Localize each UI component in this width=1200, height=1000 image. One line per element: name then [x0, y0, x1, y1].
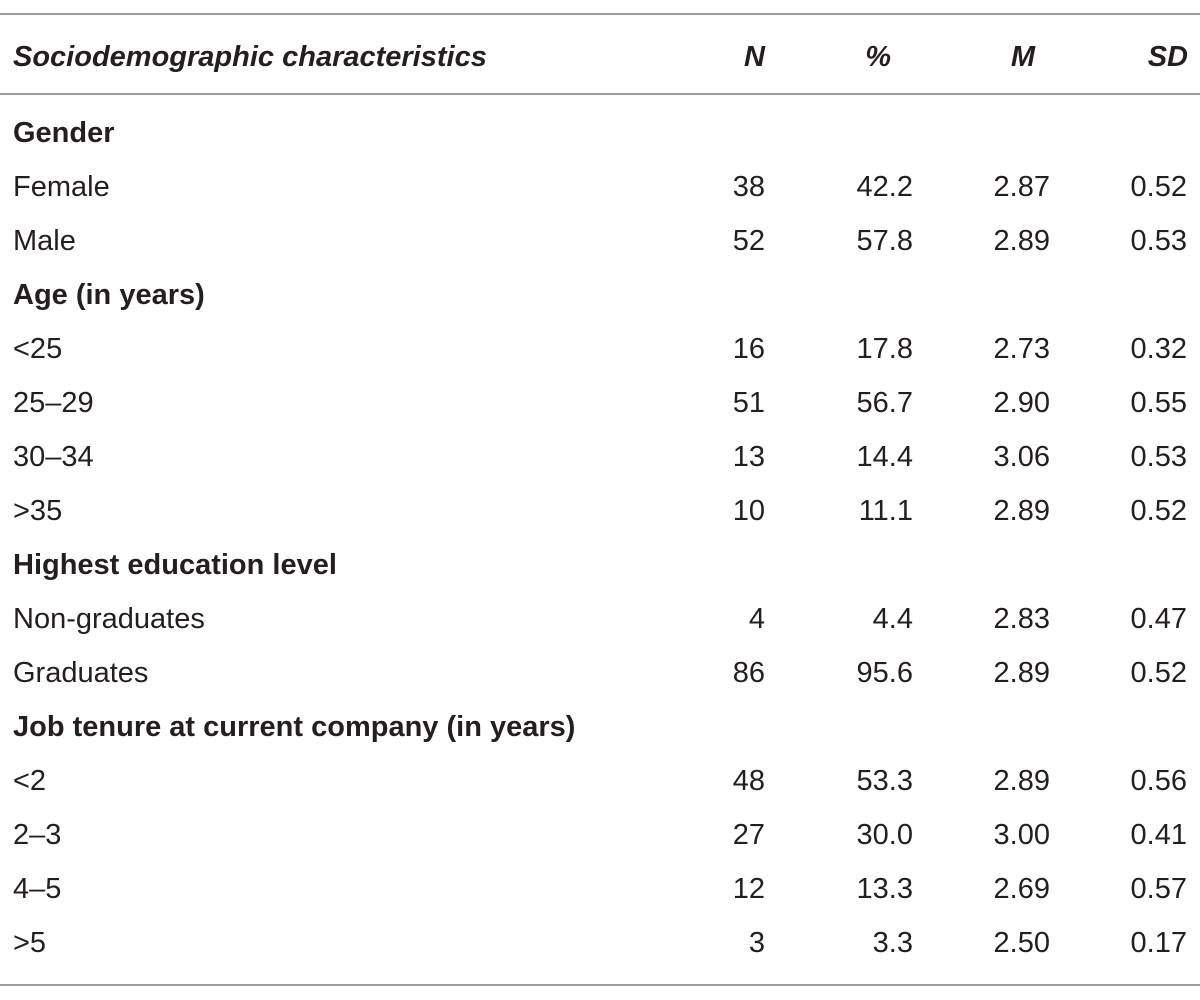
n-cell: 12: [732, 872, 765, 905]
n-cell: 52: [732, 224, 765, 257]
percent-cell: 57.8: [856, 224, 913, 257]
table-row: [0, 808, 1200, 862]
percent-cell: 11.1: [858, 494, 913, 527]
sd-cell: 0.32: [1130, 332, 1187, 365]
mean-cell: 2.73: [993, 332, 1050, 365]
table-row: [0, 592, 1200, 646]
section-title: Gender: [13, 116, 115, 149]
section-header-row: [0, 268, 1200, 322]
row-label: Female: [13, 170, 110, 203]
column-header-sd: SD: [1147, 40, 1188, 73]
table-row: [0, 160, 1200, 214]
mean-cell: 3.06: [993, 440, 1050, 473]
table-bottom-rule: [0, 984, 1200, 986]
header-row: [0, 0, 1200, 106]
sd-cell: 0.52: [1130, 170, 1187, 203]
n-cell: 27: [732, 818, 765, 851]
sd-cell: 0.52: [1130, 494, 1187, 527]
n-cell: 38: [732, 170, 765, 203]
table-row: [0, 430, 1200, 484]
table-body: [0, 106, 1200, 970]
percent-cell: 56.7: [856, 386, 913, 419]
n-cell: 4: [748, 602, 765, 635]
percent-cell: 30.0: [856, 818, 913, 851]
n-cell: 48: [732, 764, 765, 797]
n-cell: 13: [732, 440, 765, 473]
column-header-mean: M: [1010, 40, 1035, 73]
n-cell: 16: [732, 332, 765, 365]
n-cell: 51: [732, 386, 765, 419]
sd-cell: 0.47: [1130, 602, 1187, 635]
percent-cell: 42.2: [856, 170, 913, 203]
table-row: [0, 484, 1200, 538]
mean-cell: 2.50: [993, 926, 1050, 959]
mean-cell: 2.69: [993, 872, 1050, 905]
percent-cell: 14.4: [856, 440, 913, 473]
sd-cell: 0.52: [1130, 656, 1187, 689]
section-header-row: [0, 700, 1200, 754]
row-label: >35: [13, 494, 63, 527]
sd-cell: 0.53: [1130, 224, 1187, 257]
row-label: 30–34: [13, 440, 94, 473]
table-row: [0, 862, 1200, 916]
table-row: [0, 754, 1200, 808]
row-label: 2–3: [13, 818, 62, 851]
sd-cell: 0.57: [1130, 872, 1187, 905]
column-header-percent: %: [865, 40, 891, 73]
mean-cell: 3.00: [993, 818, 1050, 851]
mean-cell: 2.89: [993, 224, 1050, 257]
table-row: [0, 214, 1200, 268]
column-header-characteristics: Sociodemographic characteristics: [13, 40, 487, 73]
row-label: >5: [13, 926, 47, 959]
row-label: <25: [13, 332, 63, 365]
percent-cell: 53.3: [856, 764, 913, 797]
table-row: [0, 322, 1200, 376]
n-cell: 3: [748, 926, 765, 959]
n-cell: 86: [732, 656, 765, 689]
row-label: 4–5: [13, 872, 62, 905]
table-row: [0, 376, 1200, 430]
mean-cell: 2.89: [993, 656, 1050, 689]
mean-cell: 2.83: [993, 602, 1050, 635]
mean-cell: 2.89: [993, 764, 1050, 797]
table-row: [0, 916, 1200, 970]
n-cell: 10: [732, 494, 765, 527]
section-title: Job tenure at current company (in years): [13, 710, 576, 743]
row-label: Graduates: [13, 656, 149, 689]
sd-cell: 0.56: [1130, 764, 1187, 797]
sd-cell: 0.17: [1130, 926, 1187, 959]
row-label: 25–29: [13, 386, 94, 419]
percent-cell: 3.3: [872, 926, 913, 959]
section-title: Age (in years): [13, 278, 205, 311]
row-label: <2: [13, 764, 47, 797]
percent-cell: 95.6: [856, 656, 913, 689]
table-header: [0, 0, 1200, 106]
column-header-n: N: [744, 40, 765, 73]
section-header-row: [0, 538, 1200, 592]
percent-cell: 13.3: [856, 872, 913, 905]
sd-cell: 0.53: [1130, 440, 1187, 473]
table-row: [0, 646, 1200, 700]
percent-cell: 4.4: [872, 602, 913, 635]
sd-cell: 0.55: [1130, 386, 1187, 419]
section-header-row: [0, 106, 1200, 160]
mean-cell: 2.87: [993, 170, 1050, 203]
section-title: Highest education level: [13, 548, 337, 581]
percent-cell: 17.8: [856, 332, 913, 365]
sd-cell: 0.41: [1130, 818, 1187, 851]
row-label: Non-graduates: [13, 602, 205, 635]
row-label: Male: [13, 224, 76, 257]
mean-cell: 2.90: [993, 386, 1050, 419]
mean-cell: 2.89: [993, 494, 1050, 527]
